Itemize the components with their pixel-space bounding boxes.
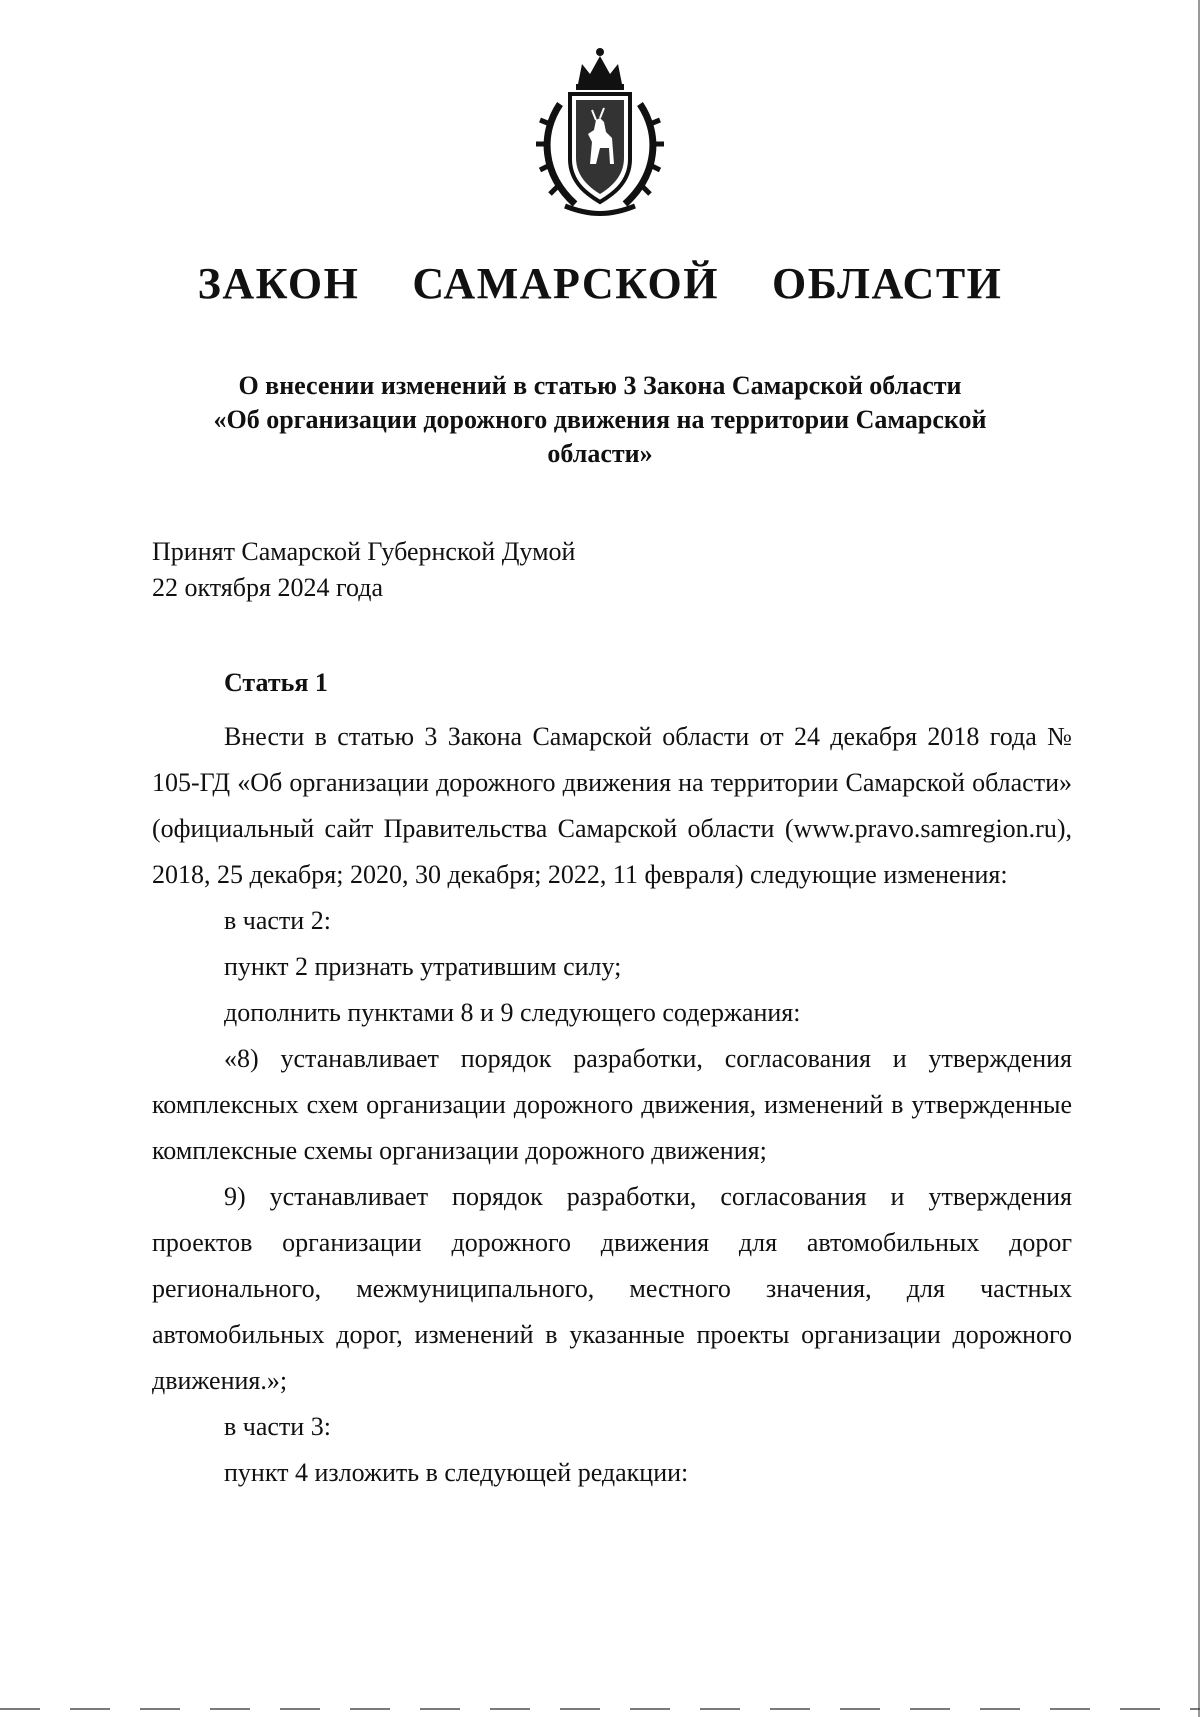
subtitle-line: «Об организации дорожного движения на территории Самарской bbox=[213, 405, 987, 434]
scan-edge-bottom bbox=[0, 1708, 1200, 1710]
paragraph: пункт 2 признать утратившим силу; bbox=[224, 952, 622, 981]
adoption-info bbox=[152, 534, 575, 606]
paragraph: дополнить пунктами 8 и 9 следующего содержания: bbox=[224, 998, 801, 1027]
subtitle-line: области» bbox=[547, 439, 653, 468]
paragraph: «8) устанавливает порядок разработки, согласования и утверждения комплексных схем организации дорожного движения, изменений в утвержденные комплексные схемы организации дорожного движения; bbox=[152, 1044, 1072, 1165]
paragraph: в части 3: bbox=[224, 1412, 331, 1441]
paragraph: Внести в статью 3 Закона Самарской области от 24 декабря 2018 года № 105-ГД «Об организации дорожного движения на территории Самарской области» (официальный сайт Правительства Самарской области (www.pravo.samregion.ru), 2018, 25 декабря; 2020, 30 декабря; 2022, 11 февраля) следующие изменения: bbox=[152, 722, 1072, 889]
paragraph: в части 2: bbox=[224, 906, 331, 935]
coat-of-arms-icon bbox=[520, 44, 680, 219]
paragraph: пункт 4 изложить в следующей редакции: bbox=[224, 1458, 689, 1487]
article-heading: Статья 1 bbox=[224, 668, 328, 697]
adoption-date: 22 октября 2024 года bbox=[152, 573, 383, 602]
adoption-body: Принят Самарской Губернской Думой bbox=[152, 537, 576, 566]
law-subtitle bbox=[150, 369, 1050, 471]
subtitle-line: О внесении изменений в статью 3 Закона Самарской области bbox=[238, 371, 962, 400]
paragraph: 9) устанавливает порядок разработки, согласования и утверждения проектов организации дорожного движения для автомобильных дорог регионального, межмуниципального, местного значения, для частных автомобильных дорог, изменений в указанные проекты организации дорожного движения.»; bbox=[152, 1182, 1072, 1395]
law-title: ЗАКОН САМАРСКОЙ ОБЛАСТИ bbox=[197, 259, 1003, 308]
article-body bbox=[152, 714, 1072, 1496]
